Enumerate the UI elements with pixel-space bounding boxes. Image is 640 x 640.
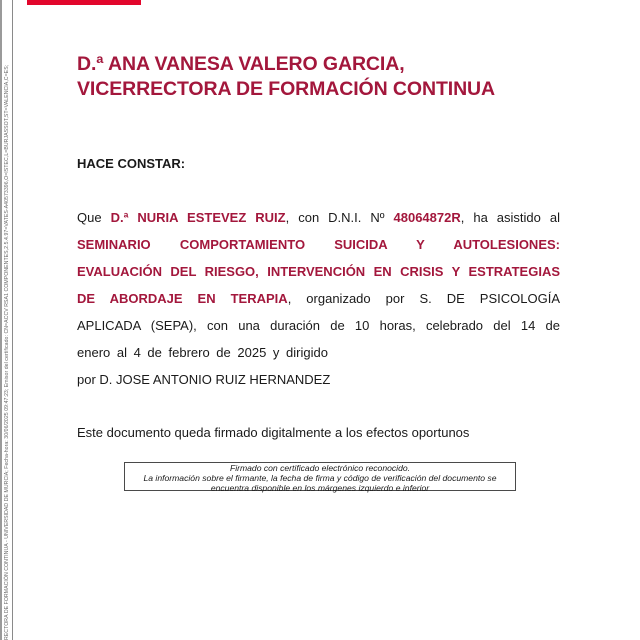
page-left-edge bbox=[0, 0, 2, 640]
signatory-position: VICERRECTORA DE FORMACIÓN CONTINUA bbox=[77, 78, 496, 100]
signed-statement: Este documento queda firmado digitalmente a los efectos oportunos bbox=[77, 425, 470, 440]
organization-details: , organizado por S. DE PSICOLOGÍA APLICADA (SEPA), con una duración de 10 horas, celebrado del 14 de enero al 4 de febrero de 2025 y dirigido bbox=[77, 291, 560, 360]
margin-divider bbox=[12, 0, 13, 640]
signature-info-box bbox=[124, 462, 516, 491]
certifies-label: HACE CONSTAR: bbox=[77, 156, 186, 171]
course-title: SEMINARIO COMPORTAMIENTO SUICIDA Y AUTOLESIONES: EVALUACIÓN DEL RIESGO, INTERVENCIÓN EN CRISIS Y ESTRATEGIAS DE ABORDAJE EN TERAPIA bbox=[77, 237, 560, 306]
signature-box-line-2: La información sobre el firmante, la fecha de firma y código de verificación del documento se bbox=[143, 473, 497, 483]
body-que: Que bbox=[77, 210, 102, 225]
attendee-name: D.ª NURIA ESTEVEZ RUIZ bbox=[110, 210, 286, 225]
director-line: por D. JOSE ANTONIO RUIZ HERNANDEZ bbox=[77, 372, 331, 387]
signature-box-line-3: encuentra disponible en los márgenes izquierdo e inferior bbox=[210, 483, 430, 493]
university-accent-bar bbox=[27, 0, 141, 5]
signatory-name: D.ª ANA VANESA VALERO GARCIA, bbox=[77, 53, 405, 75]
dni-prefix: , con D.N.I. Nº bbox=[285, 210, 385, 225]
signature-box-line-1: Firmado con certificado electrónico reconocido. bbox=[229, 463, 411, 473]
attended-text: , ha asistido al bbox=[460, 210, 560, 225]
certificate-body bbox=[77, 204, 560, 393]
signature-margin-text: RECTORA DE FORMACIÓN CONTINUA - UNIVERSIDAD DE MURCIA; Fecha-hora: 30/06/2025 09:47:23; Emisor del certificado: CN=ACCV RSA1 COMPONENTES,2.5.4.97=VATES-A40573396,O=ISTEC,L=BURJASSOT,ST=VALENCIA,C=ES; bbox=[4, 64, 10, 640]
dni-number: 48064872R bbox=[393, 210, 461, 225]
signatory-heading bbox=[77, 52, 495, 102]
